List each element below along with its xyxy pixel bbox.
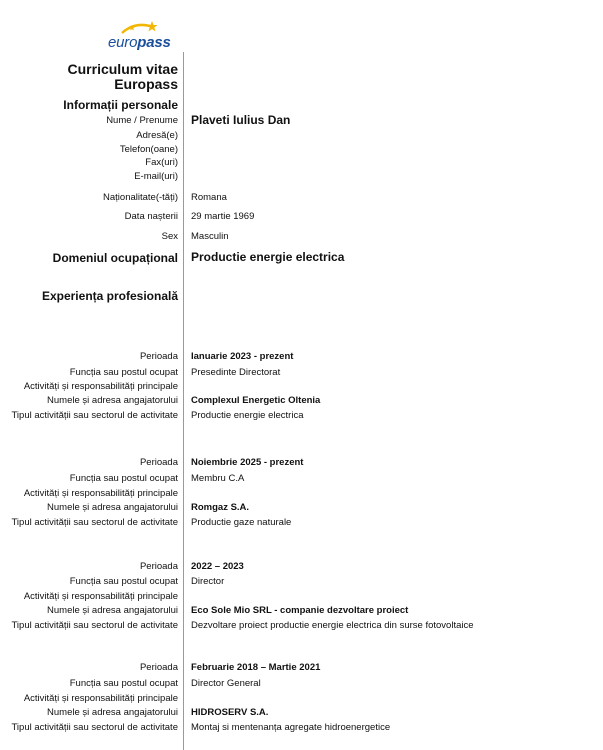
position-label: Funcția sau postul ocupat <box>69 367 178 378</box>
name-label: Nume / Prenume <box>106 115 178 126</box>
employer-value: Romgaz S.A. <box>191 502 250 513</box>
period-value: Februarie 2018 – Martie 2021 <box>191 662 321 673</box>
sex-label: Sex <box>161 231 178 242</box>
activities-label: Activități și responsabilități principale <box>23 381 178 392</box>
nationality-label: Naționalitate(-tăți) <box>103 192 178 203</box>
europass-wordmark: europass <box>108 34 171 51</box>
position-value: Presedinte Directorat <box>191 367 281 378</box>
position-label: Funcția sau postul ocupat <box>69 678 178 689</box>
employer-value: Complexul Energetic Oltenia <box>191 395 321 406</box>
phone-label: Telefon(oane) <box>119 144 178 155</box>
sector-value: Montaj si mentenanța agregate hidroenergetice <box>191 722 391 733</box>
sector-label: Tipul activității sau sectorul de activitate <box>11 410 178 421</box>
experience-heading: Experiența profesională <box>41 289 178 303</box>
sector-label: Tipul activității sau sectorul de activitate <box>11 517 178 528</box>
sector-label: Tipul activității sau sectorul de activitate <box>11 722 178 733</box>
column-divider <box>183 52 184 750</box>
position-label: Funcția sau postul ocupat <box>69 473 178 484</box>
activities-label: Activități și responsabilități principale <box>23 591 178 602</box>
cv-title-line2: Europass <box>114 76 178 92</box>
address-label: Adresă(e) <box>136 130 178 141</box>
sector-label: Tipul activității sau sectorul de activitate <box>11 620 178 631</box>
employer-label: Numele și adresa angajatorului <box>47 502 178 513</box>
employer-label: Numele și adresa angajatorului <box>47 395 178 406</box>
personal-info-heading: Informații personale <box>63 98 178 112</box>
activities-label: Activități și responsabilități principale <box>23 693 178 704</box>
period-label: Perioada <box>139 662 178 673</box>
period-value: 2022 – 2023 <box>191 561 244 572</box>
cv-title <box>68 62 178 92</box>
sector-value: Dezvoltare proiect productie energie electrica din surse fotovoltaice <box>191 620 474 631</box>
period-value: Ianuarie 2023 - prezent <box>191 351 294 362</box>
position-value: Membru C.A <box>191 473 245 484</box>
employer-value: HIDROSERV S.A. <box>191 707 269 718</box>
period-label: Perioada <box>139 457 178 468</box>
employer-value: Eco Sole Mio SRL - companie dezvoltare proiect <box>191 605 409 616</box>
email-label: E-mail(uri) <box>134 171 178 182</box>
occupation-value: Productie energie electrica <box>191 250 345 264</box>
cv-title-line1: Curriculum vitae <box>67 61 178 77</box>
position-value: Director General <box>191 678 261 689</box>
occupation-label: Domeniul ocupațional <box>52 251 178 265</box>
period-value: Noiembrie 2025 - prezent <box>191 457 304 468</box>
sex-value: Masculin <box>191 231 229 242</box>
birthdate-label: Data nașterii <box>124 211 178 222</box>
period-label: Perioada <box>139 561 178 572</box>
employer-label: Numele și adresa angajatorului <box>47 707 178 718</box>
europass-logo <box>108 20 172 54</box>
period-label: Perioada <box>139 351 178 362</box>
birthdate-value: 29 martie 1969 <box>191 211 255 222</box>
name-value: Plaveti Iulius Dan <box>191 113 291 127</box>
employer-label: Numele și adresa angajatorului <box>47 605 178 616</box>
sector-value: Productie energie electrica <box>191 410 304 421</box>
nationality-value: Romana <box>191 192 227 203</box>
position-label: Funcția sau postul ocupat <box>69 576 178 587</box>
position-value: Director <box>191 576 225 587</box>
activities-label: Activități și responsabilități principale <box>23 488 178 499</box>
sector-value: Productie gaze naturale <box>191 517 292 528</box>
fax-label: Fax(uri) <box>145 157 178 168</box>
